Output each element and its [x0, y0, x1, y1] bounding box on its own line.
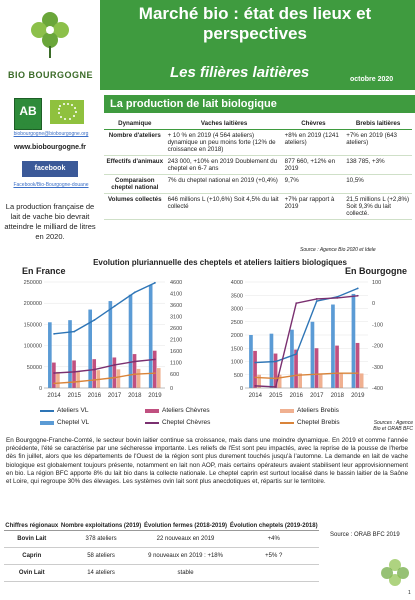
line-point: [295, 374, 297, 376]
bar: [290, 330, 294, 388]
email-link[interactable]: biobourgogne@biobourgogne.org: [13, 131, 89, 137]
table-cell: 243 000, +10% en 2019 Doublement du cheptel en 6-7 ans: [166, 156, 283, 175]
legend-item: [280, 407, 339, 414]
line-point: [336, 297, 338, 299]
row-label: Ovin Lait: [4, 565, 60, 582]
bar: [339, 373, 343, 388]
legend-item: [40, 407, 88, 414]
bar: [253, 351, 257, 388]
line-point: [357, 295, 359, 297]
column-header: Évolution fermes (2018-2019): [144, 523, 228, 529]
bar: [249, 335, 253, 388]
line-point: [254, 377, 256, 379]
y-tick-label: 1500: [230, 346, 243, 353]
y-tick-label-right: 2100: [170, 337, 183, 344]
y-tick-label-right: -100: [372, 322, 384, 329]
ab-label-icon: AB: [14, 98, 42, 130]
y-tick-label-right: -300: [372, 364, 384, 371]
line-point: [154, 359, 156, 361]
logo-text: BIO BOURGOGNE: [8, 70, 94, 80]
y-tick-label-right: -200: [372, 343, 384, 350]
table-header-row: [104, 118, 412, 130]
x-tick-label: 2018: [128, 393, 142, 399]
y-tick-label: 0: [38, 386, 42, 392]
row-label: Volumes collectés: [104, 194, 166, 220]
page-title: Marché bio : état des lieux et perspectives: [138, 4, 372, 43]
x-tick-label: 2019: [351, 393, 365, 399]
y-tick-label: 0: [239, 386, 243, 392]
line-point: [53, 372, 55, 374]
flower-decoration-icon: [380, 555, 410, 595]
line-point: [134, 361, 136, 363]
line-point: [94, 369, 96, 371]
table-cell: +4%: [228, 531, 319, 548]
bar: [356, 343, 360, 388]
table-row: [104, 130, 412, 156]
logo: [0, 0, 100, 90]
legend-label: Cheptel VL: [57, 419, 90, 426]
table-source: Source : Agence Bio 2020 et Idele: [300, 247, 376, 253]
line-point: [73, 371, 75, 373]
bar: [68, 320, 72, 388]
y-tick-label: 3500: [230, 293, 243, 300]
table-row: [4, 565, 319, 582]
x-tick-label: 2015: [67, 393, 81, 399]
chart-label-france: En France: [22, 266, 66, 276]
x-tick-label: 2017: [107, 393, 122, 399]
y-tick-label: 500: [233, 372, 243, 379]
ab-label-caption: AGRICULTURE BIOLOGIQUE: [17, 122, 39, 130]
line-point: [154, 372, 156, 374]
page-subtitle: Les filières laitières: [170, 64, 310, 81]
line-point: [94, 379, 96, 381]
line-point: [316, 298, 318, 300]
table-cell: 7% du cheptel national en 2019 (+0,4%): [166, 175, 283, 194]
row-label: Bovin Lait: [4, 531, 60, 548]
y-tick-label: 4000: [230, 280, 243, 286]
bar: [76, 371, 80, 388]
row-label: Effectifs d'animaux: [104, 156, 166, 175]
column-header: Évolution cheptels (2019-2018): [229, 523, 318, 529]
y-tick-label-right: 2600: [170, 326, 183, 333]
bar: [133, 354, 137, 388]
table-row: [104, 175, 412, 194]
bar: [113, 357, 117, 388]
side-note: La production française de lait de vache bio devrait atteindre le milliard de litres en 2020.: [4, 202, 96, 241]
body-paragraph: En Bourgogne-Franche-Comté, le secteur bovin laitier continue sa croissance, mais dans une moindre dynamique. En 2019 et comme l'année précédente, l'été se caractérise par une sécheresse importante. Les reliefs de l'Est sont peu impactés, avec la reprise de la pousse de l'herbe dès fin juillet, alors que les départements de l'Ouest de la région sont plus durement touchés jusqu'à l'automne. La demande en lait de vache biologique est globalement toujours présente, notamment en lait non AOP, mais certains opérateurs avaient stabilisent leur approvisionnement en bio. La région BFC apporte 8% du lait bio dans la collecte nationale. Le cheptel caprin est surtout localisé dans le bassin laitier de la Saône et Loire, qui regroupe 30% des élevages. Les systèmes ovin lait sont plus anecdotiques et, répartis sur le territoire.: [6, 437, 408, 486]
bar: [270, 334, 274, 388]
eu-organic-leaf-icon: [50, 100, 84, 124]
y-tick-label-right: 0: [372, 301, 376, 308]
page-number: 1: [408, 590, 411, 596]
table-cell: 9,7%: [283, 175, 345, 194]
table-cell: 378 ateliers: [60, 531, 143, 548]
table-cell: +7% en 2019 (643 ateliers): [344, 130, 412, 156]
chart-title: Evolution pluriannuelle des cheptels et ateliers laitiers biologiques: [93, 258, 347, 267]
legend-swatch: [280, 422, 294, 424]
line-point: [357, 287, 359, 289]
legend-swatch: [40, 421, 54, 425]
table-cell: +8% en 2019 (1241 ateliers): [283, 130, 345, 156]
table-cell: +5% ?: [228, 548, 319, 565]
legend-item: [145, 407, 210, 414]
line-point: [357, 372, 359, 374]
facebook-button[interactable]: facebook: [22, 161, 78, 177]
table-cell: [228, 565, 319, 582]
line-point: [94, 319, 96, 321]
legend-item: [280, 419, 340, 426]
line-point: [275, 361, 277, 363]
y-tick-label-right: 1100: [170, 360, 182, 367]
x-tick-label: 2014: [248, 393, 262, 399]
column-header: Dynamique: [104, 118, 166, 130]
line-point: [316, 300, 318, 302]
line-point: [114, 364, 116, 366]
line-point: [295, 353, 297, 355]
bar: [117, 369, 121, 388]
line-point: [316, 373, 318, 375]
chart-source: Sources : Agence Bio et ORAB BFC: [373, 420, 413, 432]
legend-label: Cheptel Chèvres: [162, 419, 211, 426]
table-row: [104, 156, 412, 175]
charts-svg: [0, 276, 415, 402]
column-header: Brebis laitières: [344, 118, 412, 130]
bar: [48, 322, 52, 388]
table-cell: +7% par rapport à 2019: [283, 194, 345, 220]
table-cell: 21,5 millions L (+2,8%) Soit 9,3% du lait collecté.: [344, 194, 412, 220]
y-tick-label-right: 3600: [170, 303, 183, 310]
line-point: [275, 378, 277, 380]
section-title: La production de lait biologique: [104, 95, 415, 113]
line-point: [295, 302, 297, 304]
x-tick-label: 2018: [330, 393, 344, 399]
table-cell: 646 millions L (+10,6%) Soit 4,5% du lait collecté: [166, 194, 283, 220]
line-point: [336, 372, 338, 374]
y-tick-label: 250000: [23, 280, 42, 286]
column-header: Vaches laitières: [166, 118, 283, 130]
legend-label: Cheptel Brebis: [297, 419, 340, 426]
left-column: [0, 92, 100, 257]
x-tick-label: 2015: [269, 393, 283, 399]
website-link[interactable]: www.biobourgogne.fr: [13, 144, 87, 151]
y-tick-label: 2000: [230, 333, 243, 339]
table-cell: stable: [143, 565, 229, 582]
chart-label-bourgogne: En Bourgogne: [345, 266, 407, 276]
line-point: [73, 331, 75, 333]
table-cell: + 10 % en 2019 (4 564 ateliers) dynamique un peu moins forte (12% de croissance en 2018): [166, 130, 283, 156]
x-tick-label: 2017: [310, 393, 324, 399]
line-point: [254, 362, 256, 364]
x-tick-label: 2016: [87, 393, 102, 399]
line-point: [73, 381, 75, 383]
line-point: [53, 333, 55, 335]
y-tick-label-right: 600: [170, 372, 180, 379]
table-row: [4, 548, 319, 565]
bar: [319, 373, 323, 388]
table-row: [4, 531, 319, 548]
bar: [311, 322, 315, 388]
legend-item: [40, 419, 89, 426]
legend-swatch: [145, 422, 159, 424]
regional-table: [4, 522, 319, 582]
bar: [331, 305, 335, 388]
legend-label: Ateliers Chèvres: [162, 407, 210, 414]
y-tick-label-right: 1600: [170, 349, 183, 356]
y-tick-label: 150000: [23, 322, 42, 329]
x-tick-label: 2014: [47, 393, 61, 399]
bar: [157, 368, 161, 388]
column-header: Nombre exploitations (2019): [60, 523, 142, 529]
legend-item: [145, 419, 210, 426]
line-point: [53, 382, 55, 384]
line-point: [254, 385, 256, 387]
flower-logo-icon: [28, 8, 72, 58]
legend-swatch: [145, 409, 159, 413]
line-point: [134, 291, 136, 293]
line-point: [154, 282, 156, 284]
y-tick-label-right: 4100: [170, 291, 183, 298]
line-point: [114, 377, 116, 379]
legend-swatch: [280, 409, 294, 413]
bar: [56, 372, 60, 388]
column-header: Chiffres régionaux: [5, 523, 59, 529]
table-cell: 22 nouveaux en 2019: [143, 531, 229, 548]
bar: [360, 373, 364, 388]
y-tick-label-right: 0: [170, 386, 174, 392]
x-tick-label: 2019: [148, 393, 162, 399]
bar: [72, 360, 76, 388]
bar: [109, 301, 113, 388]
table-cell: 877 660, +12% en 2019: [283, 156, 345, 175]
bar: [92, 359, 96, 388]
y-tick-label: 200000: [23, 301, 42, 308]
legend-label: Ateliers VL: [57, 407, 89, 414]
table-cell: 9 nouveaux en 2019 : +18%: [143, 548, 229, 565]
table-cell: 14 ateliers: [60, 565, 143, 582]
bar: [149, 285, 153, 388]
row-label: Nombre d'ateliers: [104, 130, 166, 156]
y-tick-label-right: 3100: [170, 314, 183, 321]
y-tick-label-right: 4600: [170, 280, 183, 286]
table-cell: 138 785, +3%: [344, 156, 412, 175]
y-tick-label: 100000: [23, 343, 42, 350]
header-banner: [0, 0, 415, 90]
column-header: Chèvres: [283, 118, 345, 130]
production-table: [104, 118, 412, 220]
legend-label: Ateliers Brebis: [297, 407, 339, 414]
bar: [335, 346, 339, 388]
y-tick-label: 1000: [230, 359, 243, 366]
row-label: Caprin: [4, 548, 60, 565]
regional-source: Source : ORAB BFC 2019: [330, 532, 400, 538]
table-header-row: [4, 522, 319, 531]
table-row: [104, 194, 412, 220]
y-tick-label-right: -400: [372, 386, 384, 392]
bar: [352, 294, 356, 388]
y-tick-label-right: 100: [372, 280, 382, 286]
x-tick-label: 2016: [289, 393, 303, 399]
line-point: [134, 373, 136, 375]
table-cell: 58 ateliers: [60, 548, 143, 565]
y-tick-label: 3000: [230, 306, 243, 313]
y-tick-label: 2500: [230, 319, 243, 326]
line-point: [275, 386, 277, 388]
facebook-link[interactable]: Facebook/Bio-Bourgogne-douane: [13, 182, 89, 188]
bar: [137, 369, 141, 388]
bar: [153, 351, 157, 388]
publication-date: octobre 2020: [350, 76, 394, 83]
table-cell: 10,5%: [344, 175, 412, 194]
y-tick-label: 50000: [26, 364, 42, 371]
row-label: Comparaison cheptel national: [104, 175, 166, 194]
legend-swatch: [40, 410, 54, 412]
line-point: [114, 305, 116, 307]
bar: [315, 348, 319, 388]
